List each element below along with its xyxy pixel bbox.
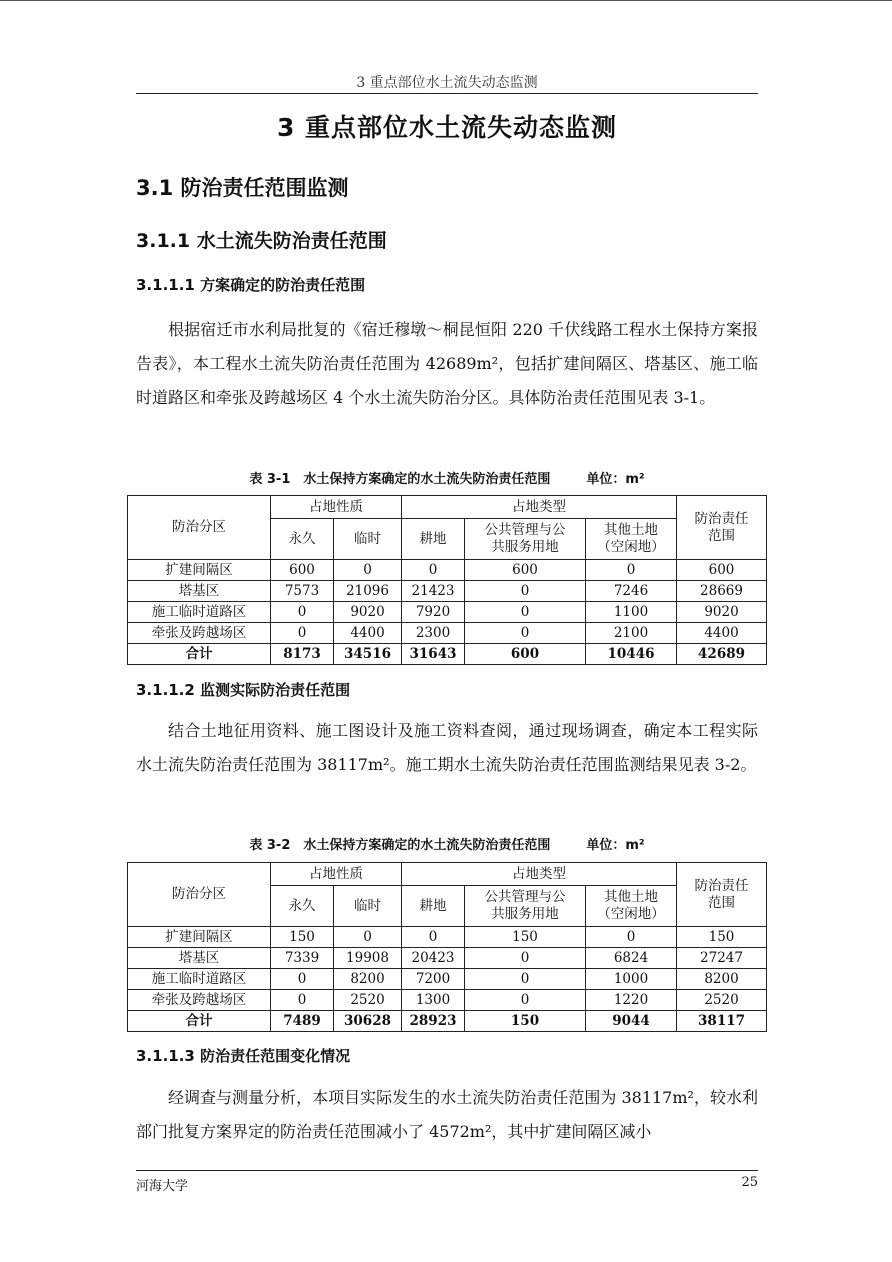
section-3-1-1-3-heading: 3.1.1.3 防治责任范围变化情况: [136, 1047, 351, 1065]
table-cell: 10446: [586, 644, 677, 665]
table-1-caption: [136, 468, 758, 487]
col-other-header: [586, 886, 677, 927]
table-cell: 2100: [586, 623, 677, 644]
col-landtype-header: 占地类型: [402, 863, 677, 886]
table-row: [128, 948, 767, 969]
table-cell: 0: [271, 602, 334, 623]
table-cell: 150: [677, 927, 767, 948]
table-2: [127, 862, 767, 1032]
col-farmland-header: 耕地: [402, 886, 465, 927]
table-row: [128, 602, 767, 623]
table-cell: 1000: [586, 969, 677, 990]
section-3-1-1-1-heading: 3.1.1.1 方案确定的防治责任范围: [136, 276, 366, 294]
table-cell: 150: [271, 927, 334, 948]
table-cell: 塔基区: [128, 948, 271, 969]
table-cell: 0: [402, 560, 465, 581]
table-cell: 合计: [128, 1011, 271, 1032]
table-cell: 牵张及跨越场区: [128, 623, 271, 644]
col-scope-header-text: 防治责任范围: [694, 877, 749, 911]
page-number: 25: [741, 1175, 758, 1190]
col-zone-header: 防治分区: [128, 496, 271, 560]
table-cell: 20423: [402, 948, 465, 969]
table-cell: 9044: [586, 1011, 677, 1032]
table-cell: 2520: [334, 990, 402, 1011]
table-cell: 600: [677, 560, 767, 581]
table-cell: 1300: [402, 990, 465, 1011]
table-1-caption-text: 表 3-1 水土保持方案确定的水土流失防治责任范围: [249, 472, 551, 487]
header-rule: [136, 93, 758, 94]
table-cell: 扩建间隔区: [128, 927, 271, 948]
table-cell: 4400: [677, 623, 767, 644]
table-2-unit: 单位：m²: [586, 838, 645, 853]
col-farmland-header: 耕地: [402, 519, 465, 560]
table-1-unit: 单位：m²: [586, 472, 645, 487]
table-cell: 7246: [586, 581, 677, 602]
table-cell: 0: [334, 927, 402, 948]
footer-rule: [136, 1170, 758, 1171]
col-public-header-text: 公共管理与公共服务用地: [484, 889, 566, 922]
table-cell: 牵张及跨越场区: [128, 990, 271, 1011]
table-cell: 0: [402, 927, 465, 948]
table-cell: 27247: [677, 948, 767, 969]
table-cell: 0: [465, 948, 586, 969]
table-row: [128, 623, 767, 644]
col-other-header-text: 其他土地（空闲地）: [597, 522, 665, 555]
col-permanent-header: 永久: [271, 886, 334, 927]
table-cell: 600: [465, 560, 586, 581]
table-total-row: [128, 1011, 767, 1032]
table-cell: 2300: [402, 623, 465, 644]
table-cell: 7920: [402, 602, 465, 623]
table-cell: 38117: [677, 1011, 767, 1032]
table-cell: 9020: [334, 602, 402, 623]
table-cell: 0: [586, 560, 677, 581]
table-cell: 600: [271, 560, 334, 581]
col-public-header: [465, 886, 586, 927]
table-cell: 0: [465, 602, 586, 623]
table-cell: 28923: [402, 1011, 465, 1032]
table-cell: 0: [271, 990, 334, 1011]
table-row: [128, 581, 767, 602]
table-cell: 1220: [586, 990, 677, 1011]
table-cell: 150: [465, 1011, 586, 1032]
table-2-caption-text: 表 3-2 水土保持方案确定的水土流失防治责任范围: [249, 838, 551, 853]
table-cell: 8173: [271, 644, 334, 665]
table-cell: 0: [271, 969, 334, 990]
table-2-caption: [136, 834, 758, 853]
paragraph-1: 根据宿迁市水利局批复的《宿迁穆墩～桐昆恒阳 220 千伏线路工程水土保持方案报告表》，本工程水土流失防治责任范围为 42689m²，包括扩建间隔区、塔基区、施工临时道路区和牵张及跨越场区 4 个水土流失防治分区。具体防治责任范围见表 3-1。: [136, 320, 758, 407]
table-cell: 0: [465, 581, 586, 602]
table-cell: 7489: [271, 1011, 334, 1032]
table-cell: 7339: [271, 948, 334, 969]
col-public-header-text: 公共管理与公共服务用地: [484, 522, 566, 555]
table-cell: 0: [465, 969, 586, 990]
table-cell: 1100: [586, 602, 677, 623]
table-cell: 施工临时道路区: [128, 602, 271, 623]
table-cell: 600: [465, 644, 586, 665]
col-scope-header-text: 防治责任范围: [694, 510, 749, 544]
table-cell: 9020: [677, 602, 767, 623]
table-cell: 42689: [677, 644, 767, 665]
table-cell: 30628: [334, 1011, 402, 1032]
table-cell: 150: [465, 927, 586, 948]
section-3-1-heading: 3.1 防治责任范围监测: [136, 176, 349, 200]
table-cell: 19908: [334, 948, 402, 969]
table-cell: 7573: [271, 581, 334, 602]
col-occupancy-header: 占地性质: [271, 863, 402, 886]
table-row: [128, 990, 767, 1011]
table-cell: 0: [334, 560, 402, 581]
chapter-title: 3 重点部位水土流失动态监测: [276, 113, 618, 142]
table-cell: 28669: [677, 581, 767, 602]
table-cell: 31643: [402, 644, 465, 665]
col-temporary-header: 临时: [334, 886, 402, 927]
table-cell: 0: [465, 623, 586, 644]
table-cell: 0: [271, 623, 334, 644]
table-cell: 4400: [334, 623, 402, 644]
col-landtype-header: 占地类型: [402, 496, 677, 519]
col-public-header: [465, 519, 586, 560]
paragraph-2: 结合土地征用资料、施工图设计及施工资料查阅，通过现场调查，确定本工程实际水土流失防治责任范围为 38117m²。施工期水土流失防治责任范围监测结果见表 3-2。: [136, 721, 758, 774]
col-zone-header: 防治分区: [128, 863, 271, 927]
table-row: [128, 927, 767, 948]
col-other-header: [586, 519, 677, 560]
table-1: [127, 495, 767, 665]
section-3-1-1-heading: 3.1.1 水土流失防治责任范围: [136, 230, 387, 252]
section-3-1-1-2-heading: 3.1.1.2 监测实际防治责任范围: [136, 681, 351, 699]
table-cell: 7200: [402, 969, 465, 990]
table-cell: 34516: [334, 644, 402, 665]
col-other-header-text: 其他土地（空闲地）: [597, 889, 665, 922]
paragraph-3: 经调查与测量分析，本项目实际发生的水土流失防治责任范围为 38117m²，较水利部门批复方案界定的防治责任范围减小了 4572m²，其中扩建间隔区减小: [136, 1088, 758, 1141]
col-scope-header: [677, 863, 767, 927]
table-cell: 8200: [677, 969, 767, 990]
col-permanent-header: 永久: [271, 519, 334, 560]
table-row: [128, 560, 767, 581]
page-top-border: [0, 0, 892, 1]
col-occupancy-header: 占地性质: [271, 496, 402, 519]
table-cell: 21096: [334, 581, 402, 602]
footer-org: 河海大学: [136, 1179, 189, 1194]
table-cell: 0: [465, 990, 586, 1011]
running-header: 3 重点部位水土流失动态监测: [356, 75, 538, 91]
table-total-row: [128, 644, 767, 665]
table-cell: 施工临时道路区: [128, 969, 271, 990]
table-cell: 塔基区: [128, 581, 271, 602]
table-cell: 8200: [334, 969, 402, 990]
col-scope-header: [677, 496, 767, 560]
table-cell: 21423: [402, 581, 465, 602]
col-temporary-header: 临时: [334, 519, 402, 560]
table-cell: 合计: [128, 644, 271, 665]
table-cell: 0: [586, 927, 677, 948]
table-row: [128, 969, 767, 990]
table-cell: 6824: [586, 948, 677, 969]
table-cell: 2520: [677, 990, 767, 1011]
table-cell: 扩建间隔区: [128, 560, 271, 581]
